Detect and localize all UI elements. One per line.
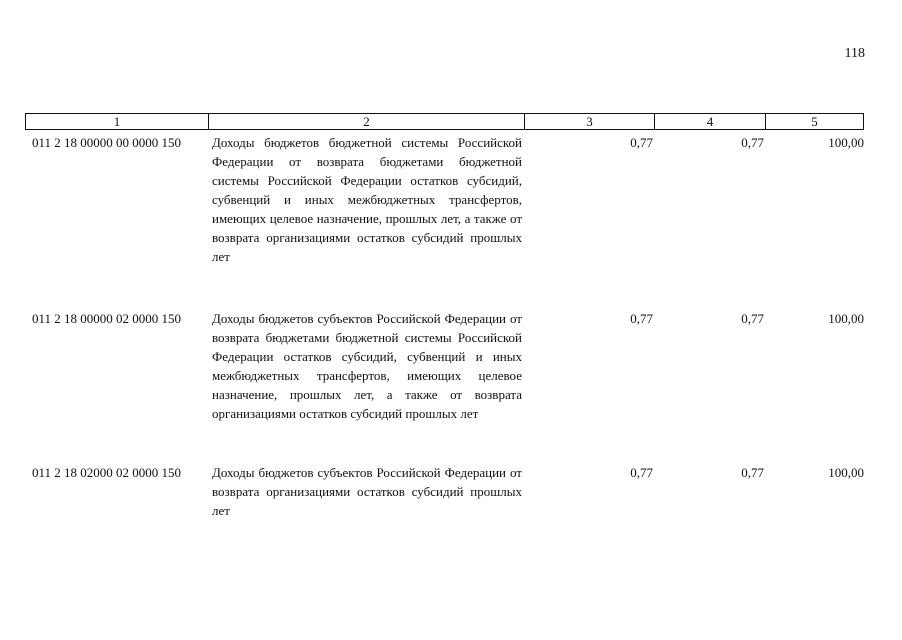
- value-col3: 0,77: [630, 311, 653, 326]
- value-col3: 0,77: [630, 465, 653, 480]
- table-row: [25, 309, 864, 459]
- income-description: Доходы бюджетов бюджетной системы Российской Федерации от возврата бюджетами бюджетной системы Российской Федерации остатков субсидий, субвенций и иных межбюджетных трансфертов, имеющих целевое назначение, прошлых лет, а также от возврата организациями остатков субсидий прошлых лет: [212, 135, 522, 264]
- header-cell-2: 2: [209, 114, 525, 129]
- value-col4: 0,77: [741, 465, 764, 480]
- budget-code: 011 2 18 00000 02 0000 150: [32, 311, 182, 326]
- income-description: Доходы бюджетов субъектов Российской Федерации от возврата организациями остатков субсидий прошлых лет: [212, 465, 522, 518]
- header-cell-5: 5: [811, 114, 818, 129]
- header-cell-4: 4: [655, 114, 766, 129]
- value-col5: 100,00: [828, 311, 864, 326]
- budget-code: 011 2 18 00000 00 0000 150: [32, 135, 182, 150]
- income-description: Доходы бюджетов субъектов Российской Федерации от возврата бюджетами бюджетной системы Российской Федерации остатков субсидий, субвенций и иных межбюджетных трансфертов, имеющих целевое назначение, прошлых лет, а также от возврата организациями остатков субсидий прошлых лет: [212, 311, 522, 421]
- budget-code: 011 2 18 02000 02 0000 150: [32, 465, 182, 480]
- table-row: [25, 463, 864, 523]
- value-col5: 100,00: [828, 465, 864, 480]
- header-cell-3: 3: [525, 114, 655, 129]
- value-col4: 0,77: [741, 311, 764, 326]
- value-col3: 0,77: [630, 135, 653, 150]
- page-number: 118: [844, 46, 865, 61]
- value-col5: 100,00: [828, 135, 864, 150]
- value-col4: 0,77: [741, 135, 764, 150]
- header-cell-1: 1: [26, 114, 209, 129]
- table-header-row: [25, 113, 864, 130]
- table-row: [25, 133, 864, 293]
